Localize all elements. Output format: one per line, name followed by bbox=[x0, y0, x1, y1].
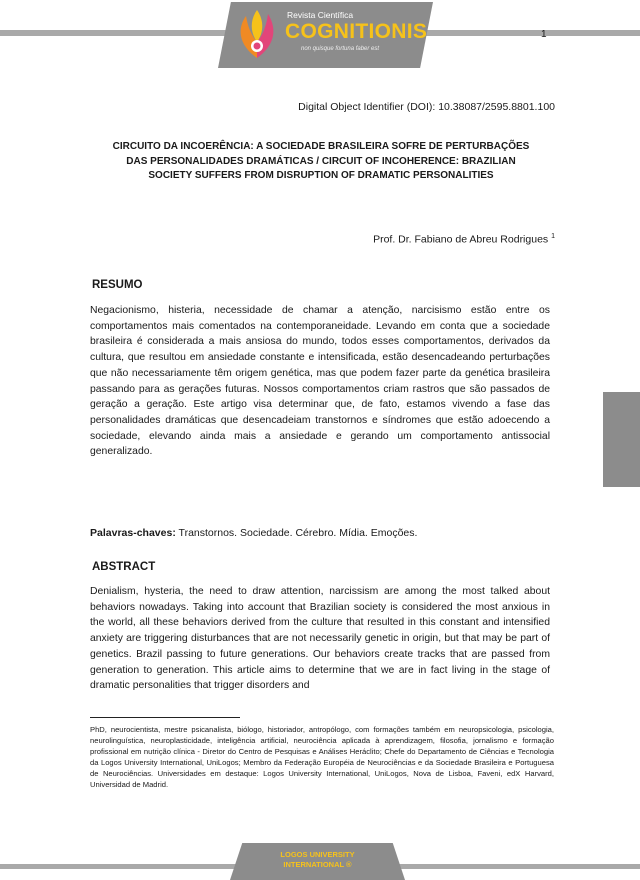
footer-logo bbox=[230, 850, 405, 870]
resumo-text: Negacionismo, histeria, necessidade de chamar a atenção, narcisismo estão entre os comportamentos mais comentados na contemporaneidade. Levando em conta que a sociedade brasileira é considerada a mais ansiosa do mundo, todos esses comportamentos, derivados da cultura, que resultou em ansiedade constante e intensificada, estão desencadeando perturbações que não necessariamente têm origem genética, mas que podem fazer parte da genética brasileira passando para as gerações futuras. Nossos comportamentos criam rastros que são passados de geração a geração. Este artigo visa determinar que, de fato, estamos vivendo a fase das personalidades dramáticas que desencadeiam transtornos e síndromes que estão adoecendo a sociedade, elevando ainda mais a ansiedade e gerando um comportamento antissocial generalizado. bbox=[90, 305, 550, 458]
footnote-marker: 1 bbox=[551, 233, 555, 240]
journal-kicker: Revista Científica bbox=[287, 10, 354, 20]
footer-logo-line2: INTERNATIONAL ® bbox=[283, 860, 352, 869]
doi-line: Digital Object Identifier (DOI): 10.38087/2595.8801.100 bbox=[298, 101, 555, 113]
keywords-label: Palavras-chaves: bbox=[90, 527, 176, 539]
abstract-text: Denialism, hysteria, the need to draw attention, narcissism are among the most talked about behaviors nowadays. Taking into account that Brazilian society is considered the most anxious in the world, all these behaviors derived from the culture that resulted in this constant and intensified anxiety are triggering disturbances that are not necessarily genetic in origin, but that may be part of genetics. Brazil passing to future generations. Our behaviors create tracks that are passed from generation to generation. This article aims to determine that we are in fact living in the stage of dramatic personalities that trigger disorders and bbox=[90, 586, 550, 692]
footnote-rule bbox=[90, 717, 240, 718]
keywords-line bbox=[90, 527, 417, 539]
journal-name: COGNITIONIS bbox=[285, 20, 428, 43]
footer-logo-line1: LOGOS UNIVERSITY bbox=[280, 850, 355, 859]
author-name: Prof. Dr. Fabiano de Abreu Rodrigues bbox=[373, 233, 549, 246]
page-number: 1 bbox=[541, 29, 547, 40]
keywords-text: Transtornos. Sociedade. Cérebro. Mídia. Emoções. bbox=[178, 527, 418, 539]
journal-tagline: non quisque fortuna faber est bbox=[301, 46, 380, 52]
footnote-text: PhD, neurocientista, mestre psicanalista, biólogo, historiador, antropólogo, com formações também em neuropsicologia, psicologia, neurolinguística, neuroplasticidade, inteligência artificial, neurociência aplicada à aprendizagem, filosofia, jornalismo e formação profissional em nutrição clínica - Diretor do Centro de Pesquisas e Análises Heráclito; Chefe do Departamento de Ciências e Tecnologia da Logos University International, UniLogos; Membro da Federação Européia de Neurociências e da Sociedade Brasileira e Portuguesa de Neurociências. Universidades em destaque: Logos University International, UniLogos, Nova de Lisboa, Faveni, edX Harvard, Universidad de Madrid. bbox=[90, 725, 554, 789]
abstract-heading: ABSTRACT bbox=[92, 561, 156, 573]
side-tab-marker bbox=[603, 392, 640, 487]
journal-logo-icon bbox=[232, 6, 282, 62]
author-line bbox=[373, 233, 555, 246]
resumo-heading: RESUMO bbox=[92, 279, 143, 291]
paper-title: CIRCUITO DA INCOERÊNCIA: A SOCIEDADE BRASILEIRA SOFRE DE PERTURBAÇÕES DAS PERSONALIDADES DRAMÁTICAS / CIRCUIT OF INCOHERENCE: BRAZILIAN SOCIETY SUFFERS FROM DISRUPTION OF DRAMATIC PERSONALITIES bbox=[112, 141, 530, 181]
